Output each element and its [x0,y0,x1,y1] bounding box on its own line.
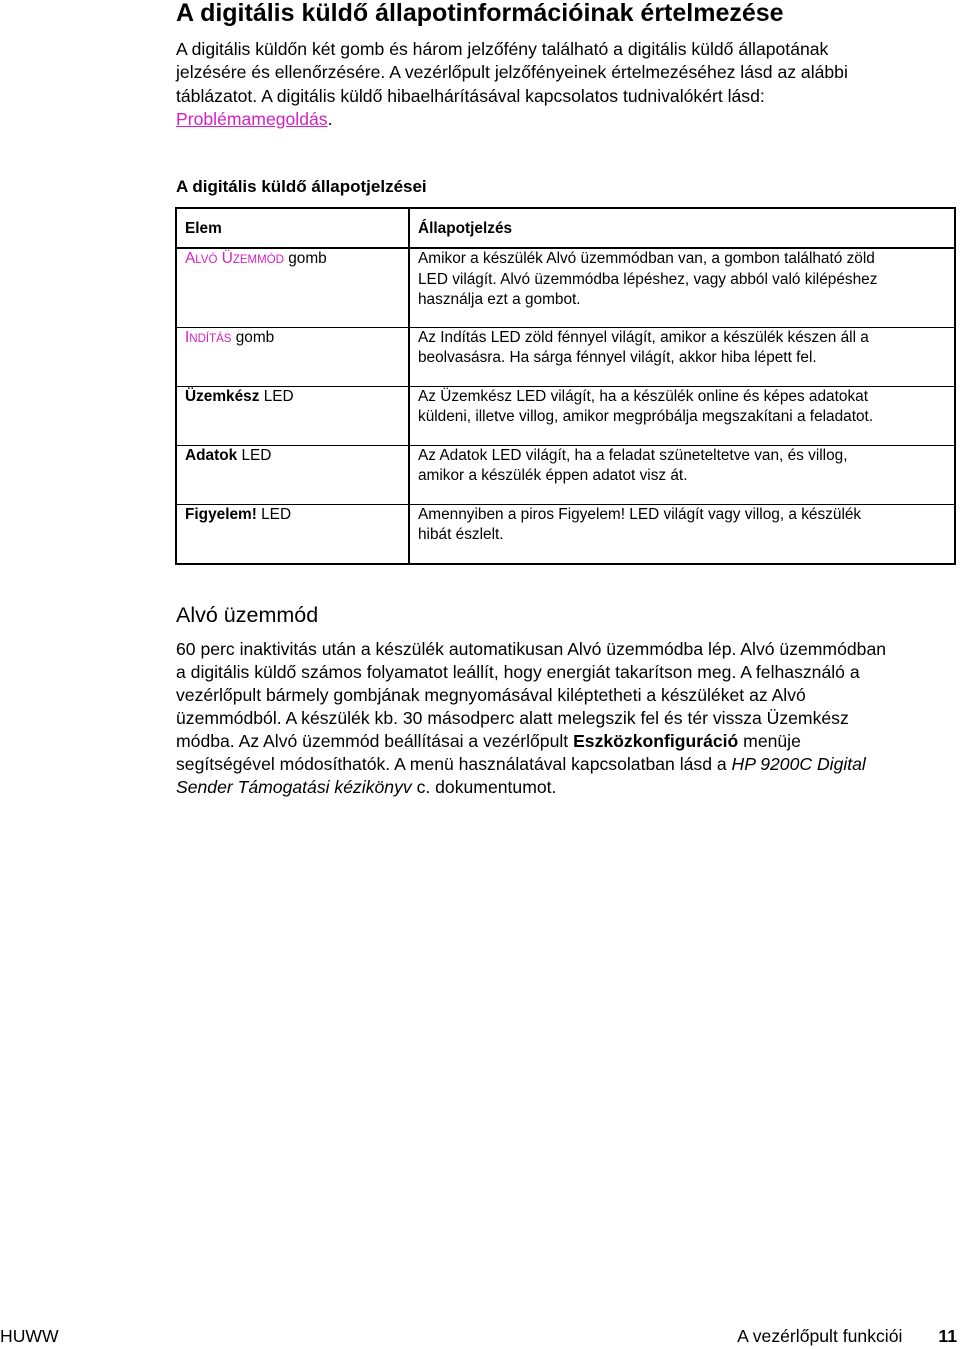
page-title: A digitális küldő állapotinformációinak értelmezése [176,0,784,27]
page-number: 11 [938,1326,957,1346]
intro-line: táblázatot. A digitális küldő hibaelhárításával kapcsolatos tudnivalókért lásd: [176,85,765,106]
manual-title: HP 9200C Digital [731,754,866,774]
status-description: Az Üzemkész LED világít, ha a készülék online és képes adatokat küldeni, illetve villog, amikor megpróbálja megszakítani a feladatot. [409,386,955,445]
table-row [176,386,955,445]
table-row [176,248,955,327]
intro-link-suffix: . [327,108,333,129]
intro-paragraph [176,38,936,131]
table-row [176,327,955,386]
footer-section-title: A vezérlőpult funkciói [737,1326,903,1346]
item-attention-led: Figyelem! LED [176,504,409,564]
item-ready-led: Üzemkész LED [176,386,409,445]
menu-name: Eszközkonfiguráció [573,731,739,751]
item-start-button: INDÍTÁS gomb [176,327,409,386]
sleep-mode-paragraph: 60 perc inaktivitás után a készülék automatikusan Alvó üzemmódba lép. Alvó üzemmódban a digitális küldő számos folyamatot leállít, hogy energiát takarítson meg. A felhasználó a vezérlőpult bármely gombjának megnyomásával kiléptetheti a készüléket az Alvó üzemmódból. A készülék kb. 30 másodperc alatt melegszik fel és tér vissza Üzemkész módba. Az Alvó üzemmód beállításai a vezérlőpult Eszközkonfiguráció menüje segítségével módosíthatók. A menü használatával kapcsolatban lásd a HP 9200C Digital Sender Támogatási kézikönyv c. dokumentumot. [176,639,887,797]
manual-title: Sender Támogatási kézikönyv [176,777,412,797]
table-row [176,504,955,564]
column-header-status: Állapotjelzés [409,208,955,248]
status-description: Amennyiben a piros Figyelem! LED világít vagy villog, a készülék hibát észlelt. [409,504,955,564]
status-description: Az Adatok LED világít, ha a feladat szüneteltetve van, és villog, amikor a készülék éppen adatot visz át. [409,445,955,504]
section-heading: Alvó üzemmód [176,603,319,627]
footer-locale: HUWW [0,1326,59,1346]
footer-section [737,1325,957,1347]
status-description: Az Indítás LED zöld fénnyel világít, amikor a készülék készen áll a beolvasásra. Ha sárga fénnyel világít, akkor hiba lépett fel. [409,327,955,386]
status-table [175,207,956,565]
intro-line: jelzésére és ellenőrzésére. A vezérlőpult jelzőfényeinek értelmezéséhez lásd az alábbi [176,62,848,83]
item-data-led: Adatok LED [176,445,409,504]
table-caption: A digitális küldő állapotjelzései [176,177,427,196]
troubleshooting-link[interactable]: Problémamegoldás [176,108,328,129]
column-header-item: Elem [176,208,409,248]
status-description: Amikor a készülék Alvó üzemmódban van, a gombon található zöld LED világít. Alvó üzemmódba lépéshez, vagy abból való kilépéshez használja ezt a gombot. [409,248,955,327]
item-sleep-button: ALVÓ ÜZEMMÓD gomb [176,248,409,327]
table-header-row [176,208,955,248]
table-row [176,445,955,504]
intro-line: A digitális küldőn két gomb és három jelzőfény található a digitális küldő állapotának [176,39,829,59]
